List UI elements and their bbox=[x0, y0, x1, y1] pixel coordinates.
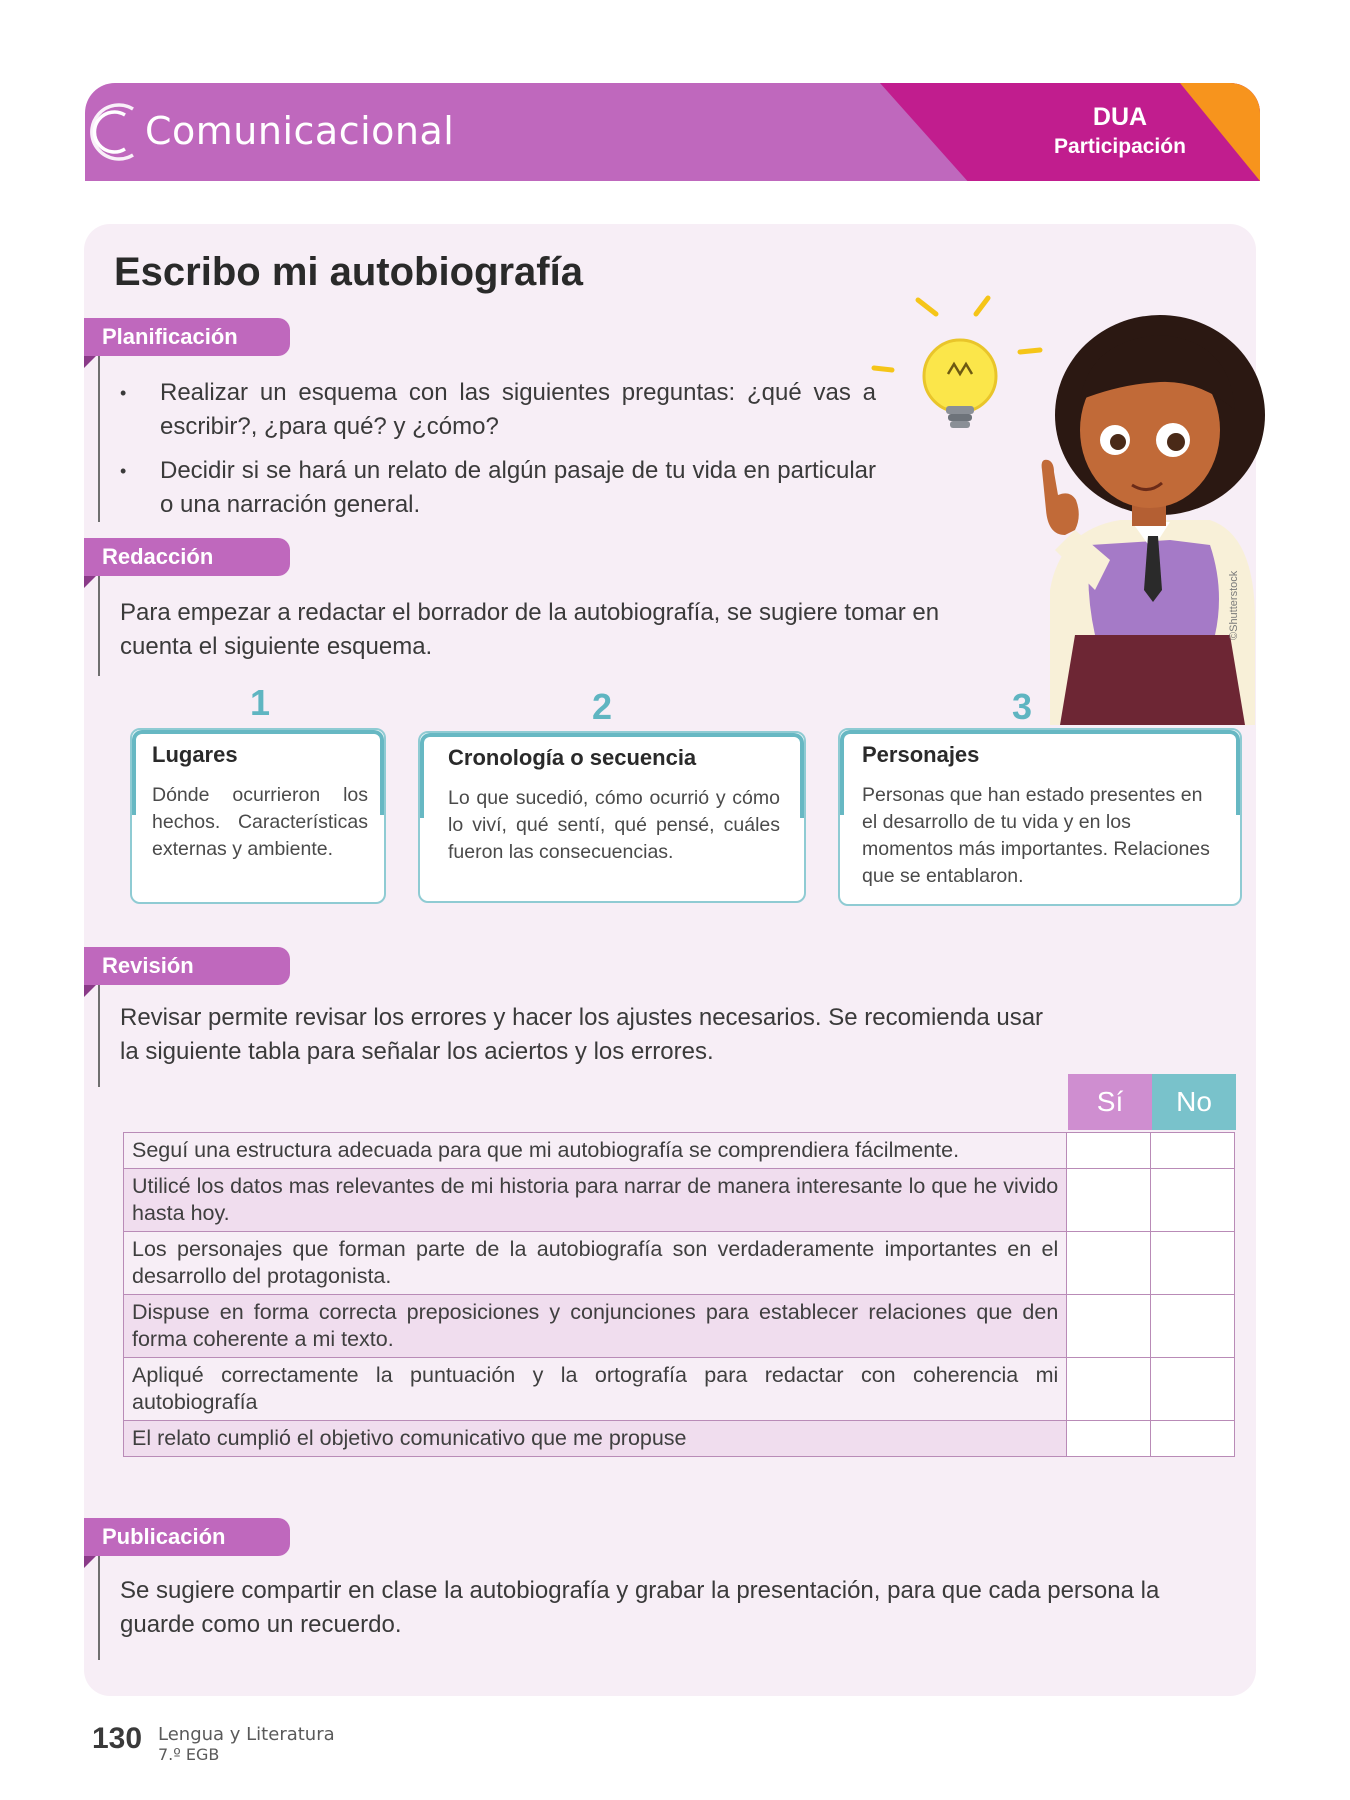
redaccion-text: Para empezar a redactar el borrador de la autobiografía, se sugiere tomar en cuenta el siguiente esquema. bbox=[120, 599, 940, 660]
table-row bbox=[124, 1169, 1235, 1232]
col-header-no: No bbox=[1152, 1074, 1236, 1130]
footer-subject: Lengua y Literatura bbox=[158, 1724, 335, 1745]
footer-grade: 7.º EGB bbox=[158, 1745, 220, 1764]
check-si-cell[interactable] bbox=[1067, 1169, 1151, 1232]
check-no-cell[interactable] bbox=[1151, 1358, 1235, 1421]
box-title: Lugares bbox=[152, 742, 238, 767]
publicacion-text: Se sugiere compartir en clase la autobiografía y grabar la presentación, para que cada persona la guarde como un recuerdo. bbox=[120, 1577, 1160, 1638]
check-no-cell[interactable] bbox=[1151, 1169, 1235, 1232]
list-item: • Realizar un esquema con las siguientes preguntas: ¿qué vas a escribir?, ¿para qué? y ¿cómo? bbox=[120, 376, 876, 444]
scheme-box-lugares bbox=[130, 728, 386, 904]
lightbulb-icon bbox=[924, 340, 996, 428]
scheme-number-3: 3 bbox=[1012, 686, 1033, 727]
table-row bbox=[124, 1133, 1235, 1169]
dua-title: DUA bbox=[1092, 103, 1148, 131]
criterion-cell: Apliqué correctamente la puntuación y la ortografía para redactar con coherencia mi autobiografía bbox=[124, 1358, 1067, 1421]
section-title: Comunicacional bbox=[145, 109, 455, 153]
box-text: Dónde ocurrieron los hechos. Características externas y ambiente. bbox=[152, 784, 368, 860]
check-si-cell[interactable] bbox=[1067, 1232, 1151, 1295]
criterion-cell: Dispuse en forma correcta preposiciones y conjunciones para establecer relaciones que den forma coherente a mi texto. bbox=[124, 1295, 1067, 1358]
box-title: Personajes bbox=[862, 742, 980, 767]
section-banner bbox=[85, 83, 1260, 181]
scheme-box-cronologia bbox=[418, 731, 806, 903]
dua-subtitle: Participación bbox=[1054, 135, 1186, 158]
criterion-cell: Seguí una estructura adecuada para que mi autobiografía se comprendiera fácilmente. bbox=[124, 1133, 1067, 1169]
scheme-box-personajes bbox=[838, 728, 1242, 906]
check-si-cell[interactable] bbox=[1067, 1133, 1151, 1169]
check-si-cell[interactable] bbox=[1067, 1358, 1151, 1421]
tag-revision: Revisión bbox=[84, 947, 290, 985]
criterion-cell: Utilicé los datos mas relevantes de mi historia para narrar de manera interesante lo que he vivido hasta hoy. bbox=[124, 1169, 1067, 1232]
check-no-cell[interactable] bbox=[1151, 1421, 1235, 1457]
planificacion-list bbox=[120, 376, 876, 532]
scheme-number-1: 1 bbox=[250, 682, 271, 723]
table-row bbox=[124, 1358, 1235, 1421]
scheme-number-2: 2 bbox=[592, 686, 613, 727]
list-item: • Decidir si se hará un relato de algún pasaje de tu vida en particular o una narración general. bbox=[120, 454, 876, 522]
criterion-cell: El relato cumplió el objetivo comunicativo que me propuse bbox=[124, 1421, 1067, 1457]
revision-text: Revisar permite revisar los errores y hacer los ajustes necesarios. Se recomienda usar la siguiente tabla para señalar los aciertos y los errores. bbox=[120, 1004, 1044, 1065]
check-no-cell[interactable] bbox=[1151, 1133, 1235, 1169]
table-row bbox=[124, 1421, 1235, 1457]
box-title: Cronología o secuencia bbox=[448, 745, 697, 770]
tag-publicacion: Publicación bbox=[84, 1518, 290, 1556]
redaccion-rule bbox=[98, 576, 100, 676]
c-logo-icon bbox=[85, 101, 137, 163]
table-row bbox=[124, 1232, 1235, 1295]
planificacion-rule bbox=[98, 356, 100, 522]
col-header-si: Sí bbox=[1068, 1074, 1152, 1130]
criterion-cell: Los personajes que forman parte de la autobiografía son verdaderamente importantes en el desarrollo del protagonista. bbox=[124, 1232, 1067, 1295]
revision-rule bbox=[98, 985, 100, 1087]
revision-table bbox=[123, 1132, 1235, 1457]
check-no-cell[interactable] bbox=[1151, 1295, 1235, 1358]
image-credit: ©Shutterstock bbox=[1228, 570, 1240, 640]
box-text: Personas que han estado presentes en el desarrollo de tu vida y en los momentos más importantes. Relaciones que se entablaron. bbox=[862, 784, 1210, 887]
box-text: Lo que sucedió, cómo ocurrió y cómo lo viví, qué sentí, qué pensé, cuáles fueron las consecuencias. bbox=[448, 787, 780, 863]
page-number: 130 bbox=[92, 1722, 143, 1755]
publicacion-rule bbox=[98, 1556, 100, 1660]
check-si-cell[interactable] bbox=[1067, 1295, 1151, 1358]
tag-redaccion: Redacción bbox=[84, 538, 290, 576]
page-title: Escribo mi autobiografía bbox=[114, 250, 583, 294]
table-row bbox=[124, 1295, 1235, 1358]
check-si-cell[interactable] bbox=[1067, 1421, 1151, 1457]
tag-planificacion: Planificación bbox=[84, 318, 290, 356]
check-no-cell[interactable] bbox=[1151, 1232, 1235, 1295]
